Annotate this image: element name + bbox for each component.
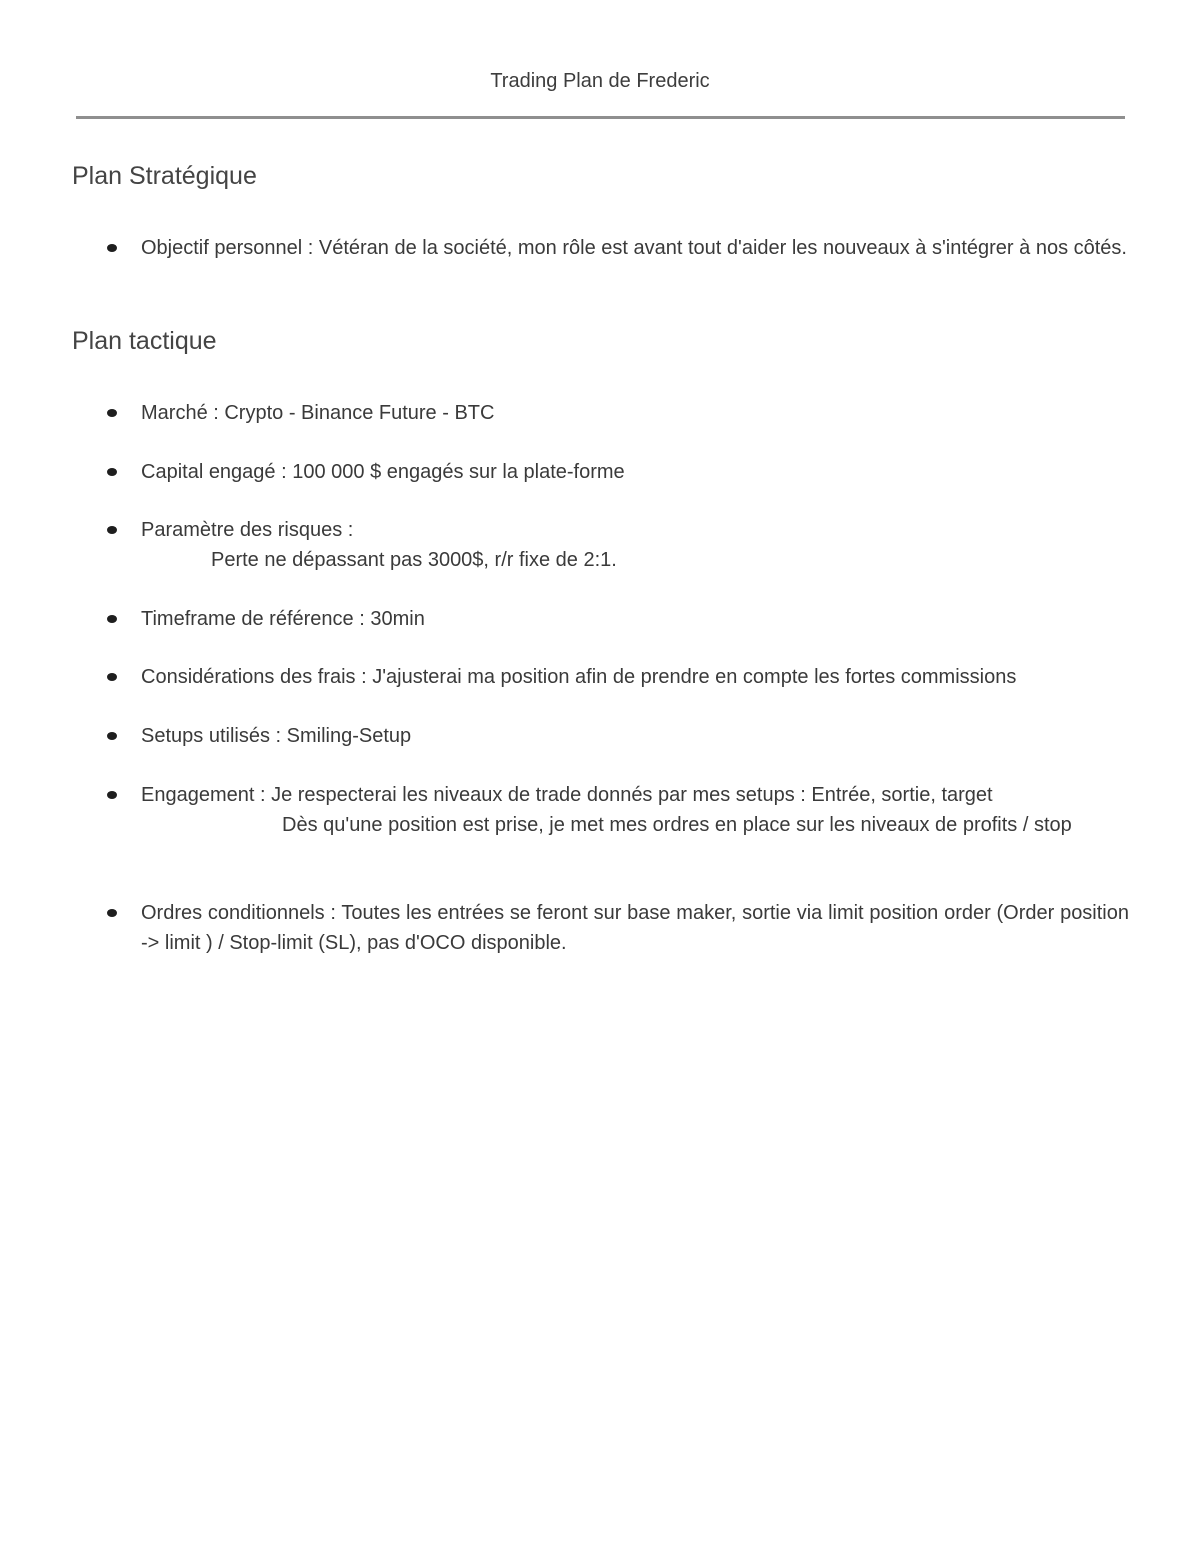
list-item-text: Marché : Crypto - Binance Future - BTC bbox=[141, 402, 495, 424]
list-item-marche bbox=[141, 399, 1129, 429]
list-item-continuation: Perte ne dépassant pas 3000$, r/r fixe de 2:1. bbox=[211, 548, 617, 571]
list-item-text: Engagement : Je respecterai les niveaux de trade donnés par mes setups : Entrée, sortie, target bbox=[141, 784, 993, 806]
bullet-icon bbox=[107, 409, 117, 417]
section-title-plan-tactique: Plan tactique bbox=[72, 327, 217, 355]
list-item-text: Objectif personnel : Vétéran de la société, mon rôle est avant tout d'aider les nouveaux à s'intégrer à nos côtés. bbox=[141, 237, 1127, 259]
header-divider bbox=[76, 116, 1125, 119]
page-header-title: Trading Plan de Frederic bbox=[490, 70, 710, 92]
bullet-icon bbox=[107, 526, 117, 534]
list-item-frais bbox=[141, 663, 1129, 693]
bullet-icon bbox=[107, 244, 117, 252]
list-item-capital bbox=[141, 458, 1129, 488]
list-item-text: Ordres conditionnels : Toutes les entrées se feront sur base maker, sortie via limit position order (Order position -> limit ) / Stop-limit (SL), pas d'OCO disponible. bbox=[141, 902, 1129, 954]
list-item-timeframe bbox=[141, 605, 1129, 635]
list-item-objectif bbox=[141, 234, 1129, 264]
list-item-setups bbox=[141, 722, 1129, 752]
list-item-text: Capital engagé : 100 000 $ engagés sur la plate-forme bbox=[141, 461, 625, 483]
bullet-icon bbox=[107, 615, 117, 623]
bullet-icon bbox=[107, 673, 117, 681]
bullet-icon bbox=[107, 732, 117, 740]
list-item-continuation: Dès qu'une position est prise, je met mes ordres en place sur les niveaux de profits / stop bbox=[282, 813, 1072, 836]
list-item-engagement bbox=[141, 781, 1129, 840]
list-item-risques bbox=[141, 516, 1129, 575]
bullet-icon bbox=[107, 791, 117, 799]
bullet-icon bbox=[107, 909, 117, 917]
list-item-text: Paramètre des risques : bbox=[141, 519, 354, 541]
list-item-text: Considérations des frais : J'ajusterai ma position afin de prendre en compte les fortes commissions bbox=[141, 666, 1017, 688]
list-item-text: Timeframe de référence : 30min bbox=[141, 608, 425, 630]
list-item-text: Setups utilisés : Smiling-Setup bbox=[141, 725, 412, 747]
list-item-ordres bbox=[141, 899, 1129, 958]
bullet-icon bbox=[107, 468, 117, 476]
section-title-plan-strategique: Plan Stratégique bbox=[72, 162, 257, 190]
